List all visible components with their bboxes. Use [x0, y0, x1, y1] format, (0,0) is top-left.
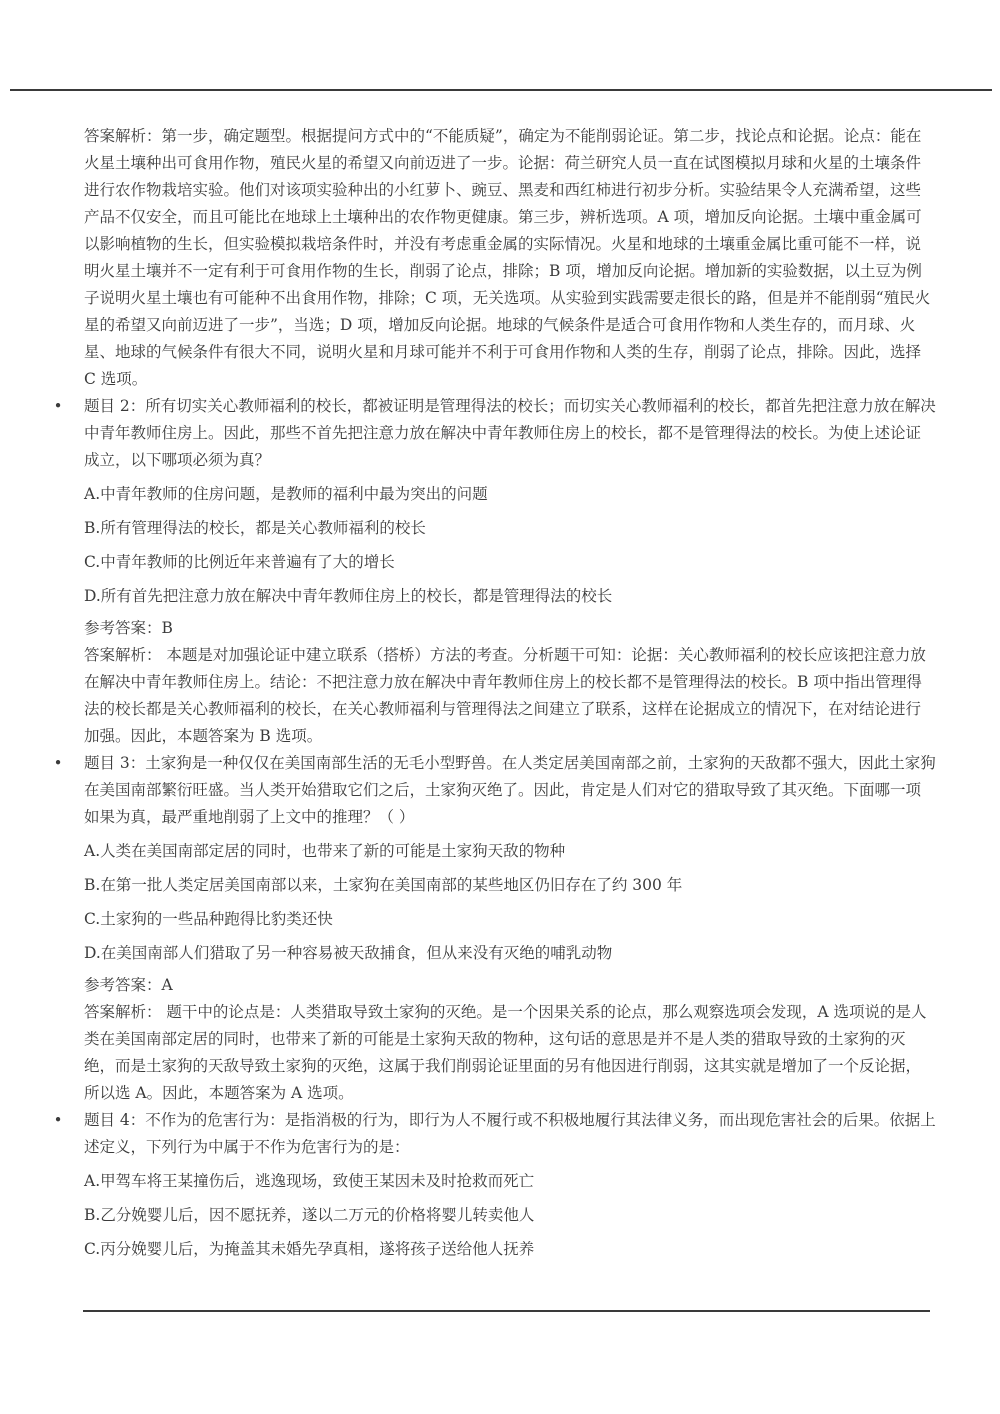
q3-option-b: B.在第一批人类定居美国南部以来，土家狗在美国南部的某些地区仍旧存在了约 300 年 — [84, 876, 683, 894]
q2-option-c: C.中青年教师的比例近年来普遍有了大的增长 — [84, 553, 395, 571]
q2-answer: 参考答案：B — [84, 619, 173, 637]
q3-answer: 参考答案：A — [84, 976, 173, 994]
q3-option-a: A.人类在美国南部定居的同时，也带来了新的可能是土家狗天敌的物种 — [84, 842, 566, 860]
q4-stem: 题目 4：不作为的危害行为：是指消极的行为，即行为人不履行或不积极地履行其法律义务，而出现危害社会的后果。依据上述定义，下列行为中属于不作为危害行为的是： — [84, 1111, 936, 1156]
footer-rule — [83, 1310, 930, 1312]
q3-analysis: 答案解析： 题干中的论点是：人类猎取导致土家狗的灭绝。是一个因果关系的论点，那么观察选项会发现，A 选项说的是人类在美国南部定居的同时，也带来了新的可能是土家狗天敌的物种，这句话的意思是并不是人类的猎取导致的土家狗的灭绝，而是土家狗的天敌导致土家狗的灭绝，这属于我们削弱论证里面的另有他因进行削弱，这其实就是增加了一个反论据，所以选 A。因此，本题答案为 A 选项。 — [84, 1003, 927, 1102]
q2-option-b: B.所有管理得法的校长，都是关心教师福利的校长 — [84, 519, 426, 537]
q2-analysis: 答案解析： 本题是对加强论证中建立联系（搭桥）方法的考查。分析题干可知：论据：关心教师福利的校长应该把注意力放在解决中青年教师住房上。结论：不把注意力放在解决中青年教师住房上的校长都不是管理得法的校长。B 项中指出管理得法的校长都是关心教师福利的校长，在关心教师福利与管理得法之间建立了联系，这样在论据成立的情况下，在对结论进行加强。因此，本题答案为 B 选项。 — [84, 646, 926, 745]
q3-option-d: D.在美国南部人们猎取了另一种容易被天敌捕食，但从来没有灭绝的哺乳动物 — [84, 944, 613, 962]
q3-option-c: C.土家狗的一些品种跑得比豹类还快 — [84, 910, 333, 928]
question-4 — [53, 1107, 936, 1263]
q2-option-d: D.所有首先把注意力放在解决中青年教师住房上的校长，都是管理得法的校长 — [84, 587, 613, 605]
header-rule — [10, 89, 992, 91]
q2-stem: 题目 2：所有切实关心教师福利的校长，都被证明是管理得法的校长；而切实关心教师福利的校长，都首先把注意力放在解决中青年教师住房上。因此，那些不首先把注意力放在解决中青年教师住房上的校长，都不是管理得法的校长。为使上述论证成立，以下哪项必须为真？ — [84, 397, 936, 469]
question-3 — [53, 750, 936, 1107]
q4-option-a: A.甲驾车将王某撞伤后，逃逸现场，致使王某因未及时抢救而死亡 — [84, 1172, 535, 1190]
q2-option-a: A.中青年教师的住房问题，是教师的福利中最为突出的问题 — [84, 485, 488, 503]
document-body — [53, 123, 936, 1268]
q4-option-b: B.乙分娩婴儿后，因不愿抚养，遂以二万元的价格将婴儿转卖他人 — [84, 1206, 535, 1224]
bullet-icon: • — [53, 397, 63, 415]
q4-option-c: C.丙分娩婴儿后，为掩盖其未婚先孕真相，遂将孩子送给他人抚养 — [84, 1240, 535, 1258]
q1-analysis: 答案解析：第一步，确定题型。根据提问方式中的“不能质疑”，确定为不能削弱论证。第二步，找论点和论据。论点：能在火星土壤种出可食用作物，殖民火星的希望又向前迈进了一步。论据：荷兰研究人员一直在试图模拟月球和火星的土壤条件进行农作物栽培实验。他们对该项实验种出的小红萝卜、豌豆、黑麦和西红柿进行初步分析。实验结果令人充满希望，这些产品不仅安全，而且可能比在地球上土壤种出的农作物更健康。第三步，辨析选项。A 项，增加反向论据。土壤中重金属可以影响植物的生长，但实验模拟栽培条件时，并没有考虑重金属的实际情况。火星和地球的土壤重金属比重可能不一样，说明火星土壤并不一定有利于可食用作物的生长，削弱了论点，排除；B 项，增加反向论据。增加新的实验数据，以土豆为例子说明火星土壤也有可能种不出食用作物，排除；C 项，无关选项。从实验到实践需要走很长的路，但是并不能削弱“殖民火星的希望又向前迈进了一步”，当选；D 项，增加反向论据。地球的气候条件是适合可食用作物和人类生存的，而月球、火星、地球的气候条件有很大不同，说明火星和月球可能并不利于可食用作物和人类的生存，削弱了论点，排除。因此，选择 C 选项。 — [84, 127, 931, 388]
bullet-icon: • — [53, 754, 63, 772]
question-2 — [53, 393, 936, 750]
q3-stem: 题目 3：土家狗是一种仅仅在美国南部生活的无毛小型野兽。在人类定居美国南部之前，土家狗的天敌都不强大，因此土家狗在美国南部繁衍旺盛。当人类开始猎取它们之后，土家狗灭绝了。因此，肯定是人们对它的猎取导致了其灭绝。下面哪一项如果为真，最严重地削弱了上文中的推理？（ ） — [84, 754, 936, 826]
bullet-icon: • — [53, 1111, 63, 1129]
